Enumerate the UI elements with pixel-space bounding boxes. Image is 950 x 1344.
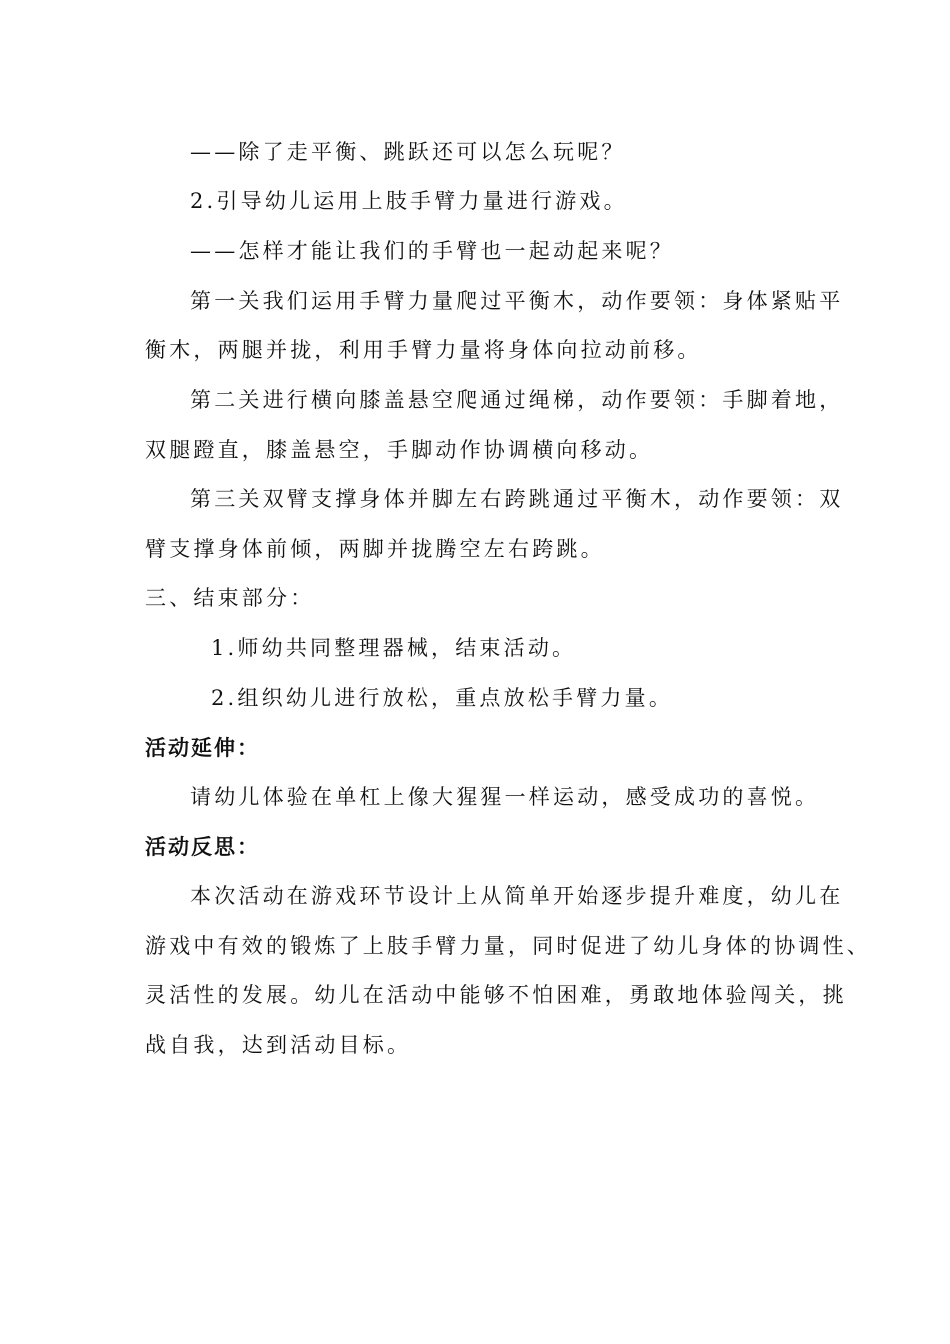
reflection-text: 战自我，达到活动目标。 — [145, 1033, 412, 1057]
step-text: 2.引导幼儿运用上肢手臂力量进行游戏。 — [190, 189, 628, 213]
reflection-heading: 活动反思： — [145, 835, 260, 859]
reflection-text: 游戏中有效的锻炼了上肢手臂力量，同时促进了幼儿身体的协调性、 — [145, 934, 871, 958]
level2-text-cont: 双腿蹬直，膝盖悬空，手脚动作协调横向移动。 — [145, 438, 654, 462]
question-text: ——除了走平衡、跳跃还可以怎么玩呢？ — [190, 140, 626, 164]
level1-text: 第一关我们运用手臂力量爬过平衡木，动作要领：身体紧贴平 — [190, 289, 844, 313]
question-text: ——怎样才能让我们的手臂也一起动起来呢？ — [190, 239, 674, 263]
level3-text: 第三关双臂支撑身体并脚左右跨跳通过平衡木，动作要领：双 — [190, 487, 844, 511]
level2-text: 第二关进行横向膝盖悬空爬通过绳梯，动作要领：手脚着地， — [190, 388, 844, 412]
level3-text-cont: 臂支撑身体前倾，两脚并拢腾空左右跨跳。 — [145, 537, 605, 561]
level1-text-cont: 衡木，两腿并拢，利用手臂力量将身体向拉动前移。 — [145, 338, 702, 362]
extension-heading: 活动延伸： — [145, 736, 260, 760]
list-item: 2.组织幼儿进行放松，重点放松手臂力量。 — [211, 686, 674, 710]
extension-text: 请幼儿体验在单杠上像大猩猩一样运动，感受成功的喜悦。 — [190, 785, 820, 809]
reflection-text: 灵活性的发展。幼儿在活动中能够不怕困难，勇敢地体验闯关，挑 — [145, 983, 847, 1007]
list-item: 1.师幼共同整理器械，结束活动。 — [211, 636, 577, 660]
section-heading: 三、结束部分： — [145, 586, 315, 610]
reflection-text: 本次活动在游戏环节设计上从简单开始逐步提升难度，幼儿在 — [190, 884, 844, 908]
